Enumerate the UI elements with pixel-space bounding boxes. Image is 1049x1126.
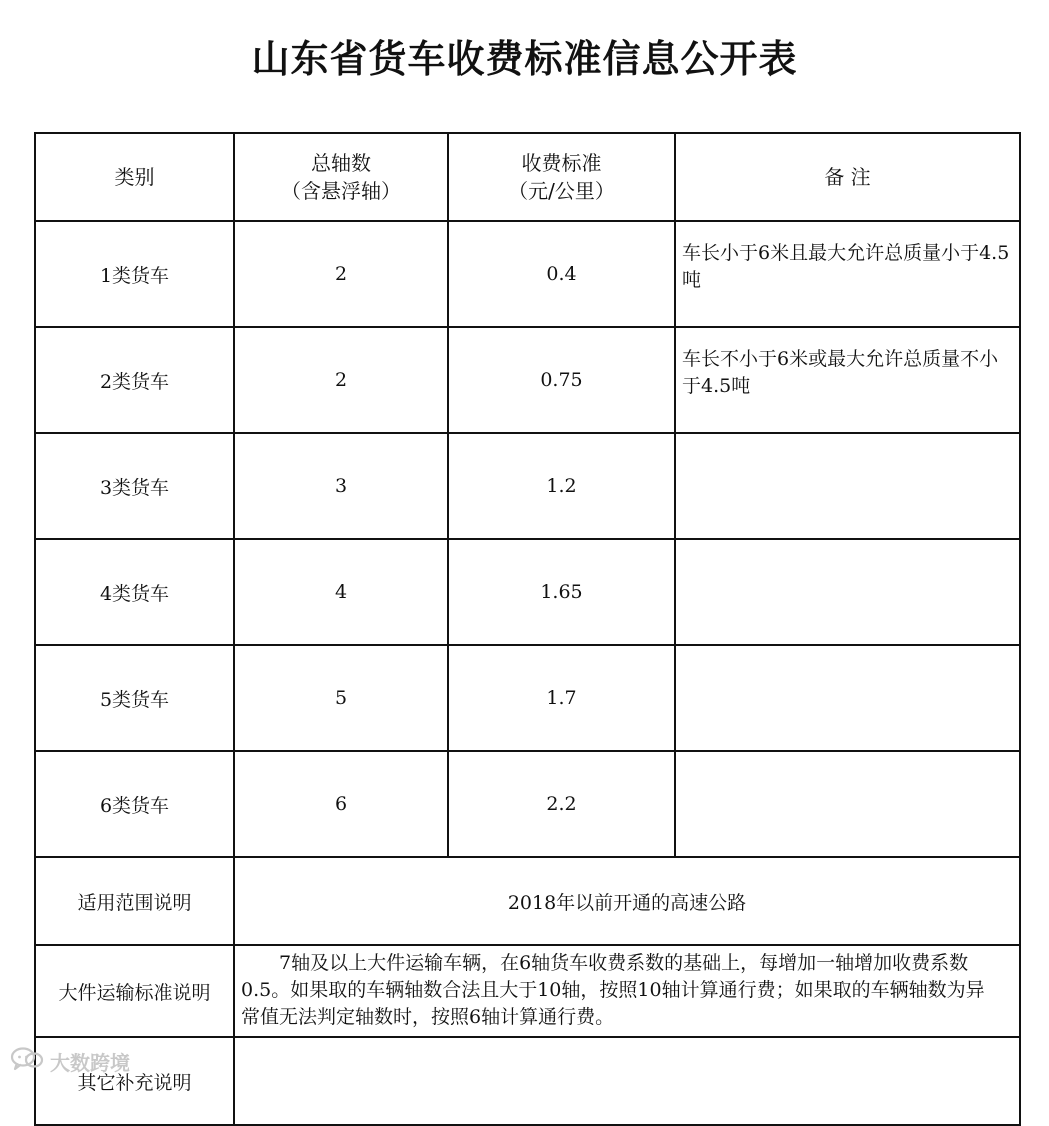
header-axles xyxy=(234,133,448,221)
header-axles-line2: （含悬浮轴） xyxy=(281,179,401,203)
row-remark xyxy=(675,645,1020,751)
row-remark xyxy=(675,433,1020,539)
scope-row xyxy=(35,857,1020,945)
table-row xyxy=(35,645,1020,751)
table-row xyxy=(35,327,1020,433)
large-transport-value: 7轴及以上大件运输车辆，在6轴货车收费系数的基础上，每增加一轴增加收费系数0.5。如果取的车辆轴数合法且大于10轴，按照10轴计算通行费；如果取的车辆轴数为异常值无法判定轴数时，按照6轴计算通行费。 xyxy=(234,945,1020,1037)
watermark xyxy=(10,1046,130,1076)
row-fee: 0.4 xyxy=(448,221,675,327)
header-fee-line2: （元/公里） xyxy=(508,179,615,203)
table-row xyxy=(35,221,1020,327)
row-axles: 2 xyxy=(234,221,448,327)
row-category: 3类货车 xyxy=(35,433,234,539)
row-fee: 1.65 xyxy=(448,539,675,645)
row-remark xyxy=(675,751,1020,857)
scope-label: 适用范围说明 xyxy=(35,857,234,945)
row-category: 6类货车 xyxy=(35,751,234,857)
wechat-bubble-icon xyxy=(10,1046,44,1077)
row-category: 2类货车 xyxy=(35,327,234,433)
row-axles: 6 xyxy=(234,751,448,857)
header-category: 类别 xyxy=(35,133,234,221)
scope-value: 2018年以前开通的高速公路 xyxy=(234,857,1020,945)
row-axles: 5 xyxy=(234,645,448,751)
table-row xyxy=(35,539,1020,645)
watermark-text: 大数跨境 xyxy=(50,1050,130,1075)
row-category: 5类货车 xyxy=(35,645,234,751)
page-title: 山东省货车收费标准信息公开表 xyxy=(251,36,798,81)
fee-table xyxy=(34,132,1021,1126)
row-axles: 4 xyxy=(234,539,448,645)
row-fee: 2.2 xyxy=(448,751,675,857)
table-header-row xyxy=(35,133,1020,221)
header-remark: 备 注 xyxy=(675,133,1020,221)
row-category: 1类货车 xyxy=(35,221,234,327)
other-value xyxy=(234,1037,1020,1125)
row-fee: 0.75 xyxy=(448,327,675,433)
row-remark xyxy=(675,539,1020,645)
row-remark: 车长不小于6米或最大允许总质量不小于4.5吨 xyxy=(675,327,1020,433)
row-fee: 1.2 xyxy=(448,433,675,539)
row-axles: 2 xyxy=(234,327,448,433)
row-category: 4类货车 xyxy=(35,539,234,645)
header-axles-line1: 总轴数 xyxy=(311,151,371,175)
table-row xyxy=(35,433,1020,539)
large-transport-row xyxy=(35,945,1020,1037)
header-fee-line1: 收费标准 xyxy=(521,151,602,175)
header-fee xyxy=(448,133,675,221)
other-label: 其它补充说明 xyxy=(35,1037,234,1125)
table-row xyxy=(35,751,1020,857)
row-remark: 车长小于6米且最大允许总质量小于4.5吨 xyxy=(675,221,1020,327)
other-row xyxy=(35,1037,1020,1125)
large-transport-label: 大件运输标准说明 xyxy=(35,945,234,1037)
row-fee: 1.7 xyxy=(448,645,675,751)
row-axles: 3 xyxy=(234,433,448,539)
